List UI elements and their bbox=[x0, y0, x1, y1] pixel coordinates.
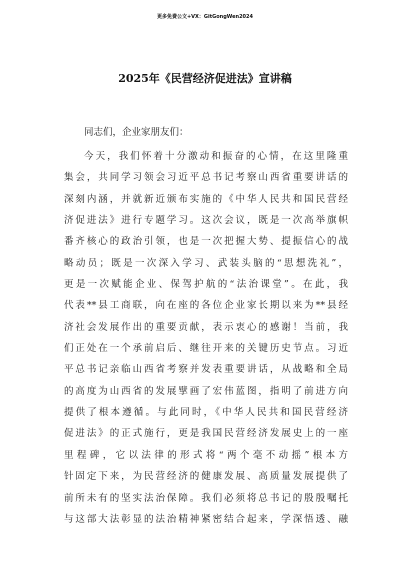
body-line: 济促进法》进行专题学习。这次会议，既是一次高举旗帜 bbox=[64, 215, 348, 227]
body-line: 更是一次赋能企业、保驾护航的“法治课堂”。在此，我 bbox=[64, 279, 348, 291]
body-line: 针固定下来，为民营经济的健康发展、高质量发展提供了 bbox=[64, 471, 348, 483]
body-line: 深刻内涵，并就新近颁布实施的《中华人民共和国民营经 bbox=[64, 193, 348, 205]
document-title: 2025年《民营经济促进法》宣讲稿 bbox=[118, 72, 292, 85]
body-line: 济社会发展作出的重要贡献，表示衷心的感谢！当前，我 bbox=[64, 321, 348, 333]
body-line: 前所未有的坚实法治保障。我们必须将总书记的殷殷嘱托 bbox=[64, 492, 348, 504]
body-line: 的高度为山西省的发展擘画了宏伟蓝图，指明了前进方向 bbox=[64, 385, 348, 397]
body-line: 略动员；既是一次深入学习、武装头脑的“思想洗礼”， bbox=[64, 257, 348, 269]
body-line: 提供了根本遵循。与此同时，《中华人民共和国民营经济 bbox=[64, 407, 348, 419]
body-line: 们正处在一个承前启后、继往开来的关键历史节点。习近 bbox=[64, 343, 348, 355]
body-line: 集会，共同学习领会习近平总书记考察山西省重要讲话的 bbox=[64, 172, 348, 184]
body-line: 今天，我们怀着十分激动和振奋的心情，在这里隆重 bbox=[84, 151, 348, 162]
greeting: 同志们，企业家朋友们： bbox=[84, 127, 189, 138]
header-note: 更多免费公文+VX：GitGongWen2024 bbox=[156, 14, 253, 20]
body-line: 番齐核心的政治引领，也是一次把握大势、提振信心的战 bbox=[64, 236, 348, 248]
body-line: 平总书记亲临山西省考察并发表重要讲话，从战略和全局 bbox=[64, 364, 348, 376]
body-line: 促进法》的正式施行，更是我国民营经济发展史上的一座 bbox=[64, 428, 348, 440]
body-line: 代表**县工商联，向在座的各位企业家长期以来为**县经 bbox=[64, 300, 348, 312]
body-line: 里程碑，它以法律的形式将“两个毫不动摇”根本方 bbox=[64, 449, 348, 461]
body-line: 与这部大法彰显的法治精神紧密结合起来，学深悟透、融 bbox=[64, 513, 348, 525]
body-paragraph bbox=[64, 146, 348, 530]
